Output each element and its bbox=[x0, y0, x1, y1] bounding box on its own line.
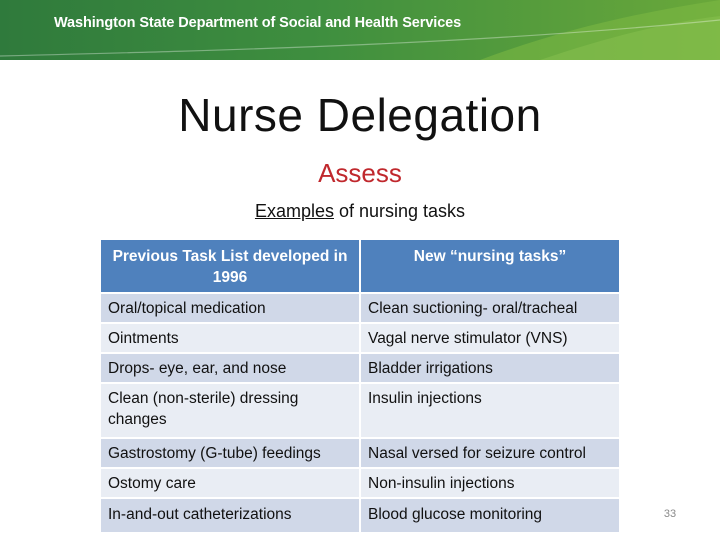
new-task-cell: Blood glucose monitoring bbox=[360, 498, 619, 532]
slide-subtitle: Assess bbox=[318, 158, 402, 188]
previous-task-cell: Oral/topical medication bbox=[101, 293, 360, 323]
table-row bbox=[101, 438, 619, 468]
table-row bbox=[101, 468, 619, 498]
caption-underlined-word: Examples bbox=[254, 201, 334, 221]
table-row bbox=[101, 293, 619, 323]
previous-task-cell: In-and-out catheterizations bbox=[101, 498, 360, 532]
page-number: 33 bbox=[663, 508, 677, 520]
previous-task-cell: Ostomy care bbox=[101, 468, 360, 498]
table-row bbox=[101, 323, 619, 353]
new-task-cell: Non-insulin injections bbox=[360, 468, 619, 498]
column-header-new: New “nursing tasks” bbox=[360, 240, 619, 293]
nursing-tasks-table bbox=[101, 240, 619, 532]
column-header-previous: Previous Task List developed in 1996 bbox=[101, 240, 360, 293]
caption-text: of nursing tasks bbox=[333, 201, 466, 221]
previous-task-cell: Gastrostomy (G-tube) feedings bbox=[101, 438, 360, 468]
organization-name: Washington State Department of Social and Health Services bbox=[54, 15, 462, 31]
table-row bbox=[101, 353, 619, 383]
slide-title: Nurse Delegation bbox=[178, 89, 542, 141]
previous-task-cell: Drops- eye, ear, and nose bbox=[101, 353, 360, 383]
new-task-cell: Bladder irrigations bbox=[360, 353, 619, 383]
new-task-cell: Nasal versed for seizure control bbox=[360, 438, 619, 468]
previous-task-cell: Ointments bbox=[101, 323, 360, 353]
table-row bbox=[101, 383, 619, 438]
header-banner bbox=[0, 0, 720, 60]
table-header-row bbox=[101, 240, 619, 293]
new-task-cell: Insulin injections bbox=[360, 383, 619, 438]
table-caption bbox=[0, 201, 720, 222]
new-task-cell: Vagal nerve stimulator (VNS) bbox=[360, 323, 619, 353]
previous-task-cell: Clean (non-sterile) dressing changes bbox=[101, 383, 360, 438]
new-task-cell: Clean suctioning- oral/tracheal bbox=[360, 293, 619, 323]
table-row bbox=[101, 498, 619, 532]
